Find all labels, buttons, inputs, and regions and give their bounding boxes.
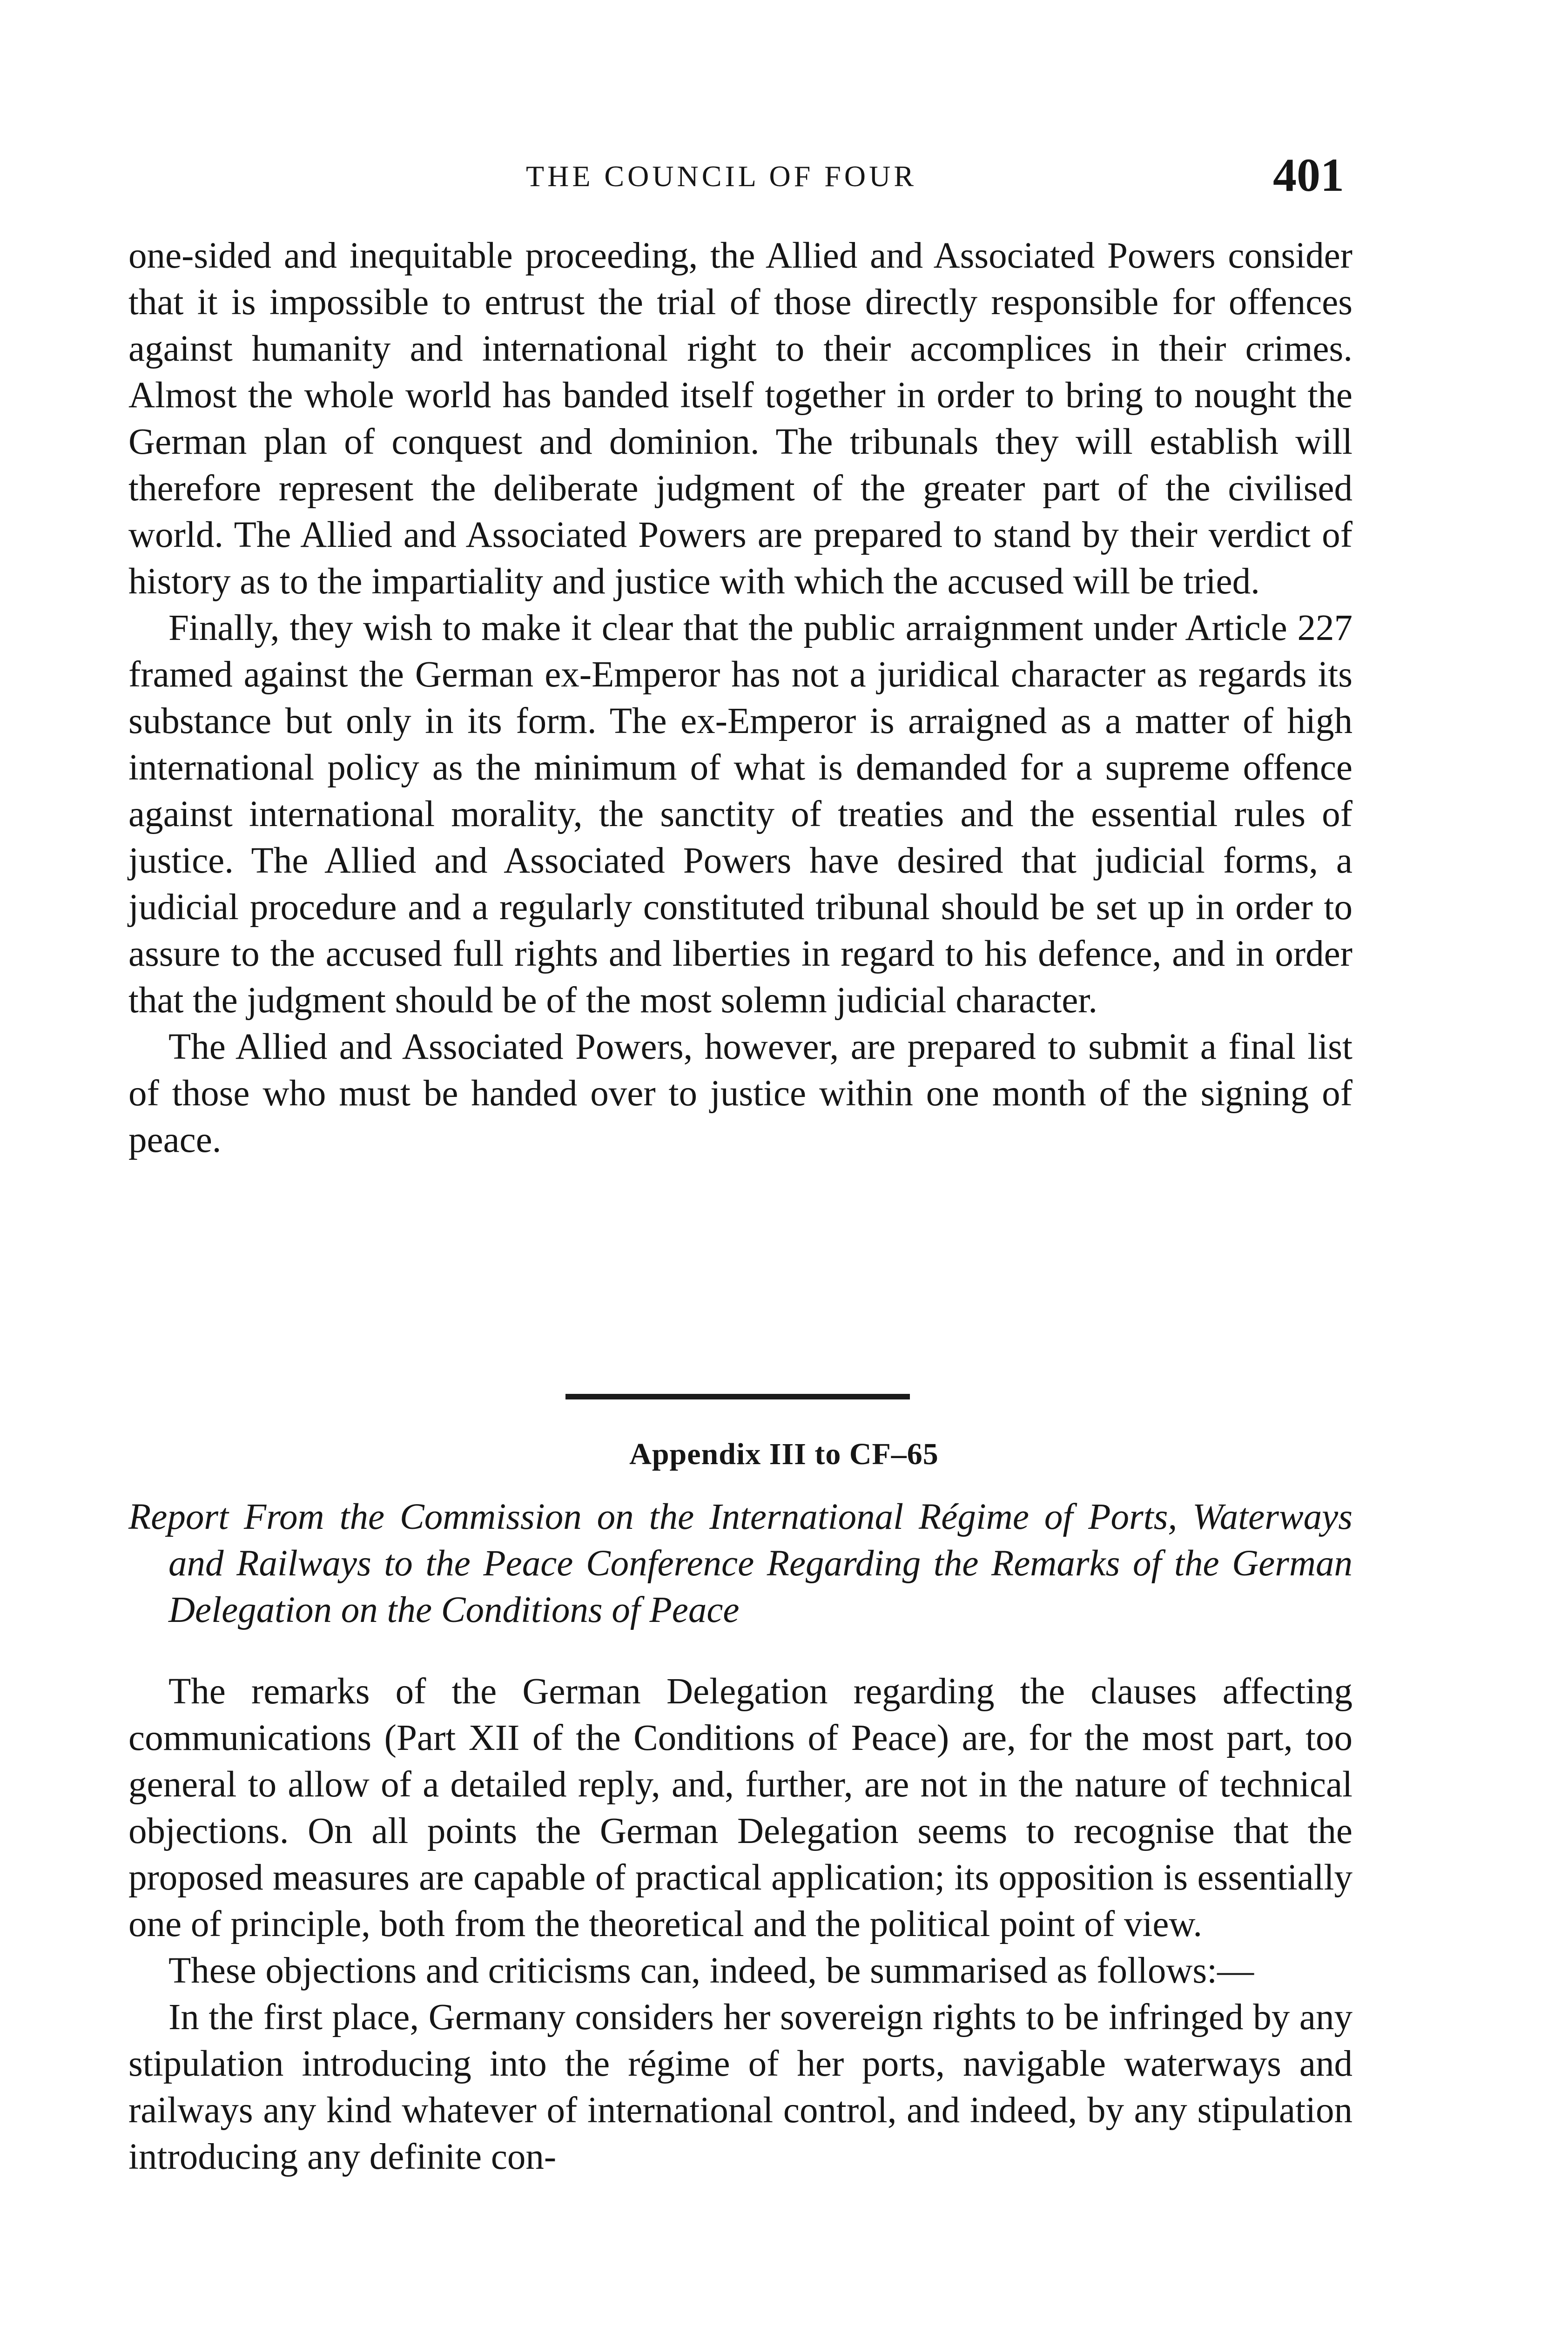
paragraph-continuation: one-sided and inequitable proceeding, the Allied and Associated Powers consider that it is impossible to entrust the trial of those directly responsible for offences against humanity and international right to their accomplices in their crimes. Almost the whole world has banded itself together in order to bring to nought the German plan of conquest and dominion. The tribunals they will establish will therefore represent the deliberate judgment of the greater part of the civilised world. The Allied and Associated Powers are prepared to stand by their verdict of history as to the impartiality and justice with which the accused will be tried. bbox=[128, 235, 1353, 602]
section-divider-rule bbox=[565, 1394, 910, 1399]
paragraph-remarks: The remarks of the German Delegation regarding the clauses affecting communications (Part XII of the Conditions of Peace) are, for the most part, too general to allow of a detailed reply, and, further, are not in the nature of technical objections. On all points the German Delegation seems to recognise that the proposed measures are capable of practical application; its opposition is essentially one of principle, both from the theoretical and the political point of view. bbox=[128, 1671, 1353, 1944]
paragraph-sovereign-rights: In the first place, Germany considers her sovereign rights to be infringed by any stipulation introducing into the régime of her ports, navigable waterways and railways any kind whatever of international control, and indeed, by any stipulation introducing any definite con- bbox=[128, 1997, 1353, 2177]
paragraph-arraignment: Finally, they wish to make it clear that the public arraignment under Article 227 framed against the German ex-Emperor has not a juridical character as regards its substance but only in its form. The ex-Emperor is arraigned as a matter of high international policy as the minimum of what is demanded for a supreme offence against international morality, the sanctity of treaties and the essential rules of justice. The Allied and Associated Powers have desired that judicial forms, a judicial procedure and a regularly constituted tribunal should be set up in order to assure to the accused full rights and liberties in regard to his defence, and in order that the judgment should be of the most solemn judicial character. bbox=[128, 608, 1353, 1021]
page-number: 401 bbox=[1273, 149, 1344, 202]
running-head bbox=[0, 150, 1568, 201]
running-title: THE COUNCIL OF FOUR bbox=[526, 160, 917, 193]
paragraph-objections: These objections and criticisms can, indeed, be summarised as follows:— bbox=[168, 1950, 1254, 1991]
paragraph-final-list: The Allied and Associated Powers, however, are prepared to submit a final list of those who must be handed over to justice within one month of the signing of peace. bbox=[128, 1027, 1353, 1160]
upper-text-block bbox=[128, 233, 1353, 1164]
appendix-heading: Appendix III to CF–65 bbox=[629, 1437, 939, 1471]
lower-text-block bbox=[128, 1668, 1353, 2180]
report-title: Report From the Commission on the International Régime of Ports, Waterways and Railways to the Peace Conference Regarding the Remarks of the German Delegation on the Conditions of Peace bbox=[128, 1497, 1353, 1630]
